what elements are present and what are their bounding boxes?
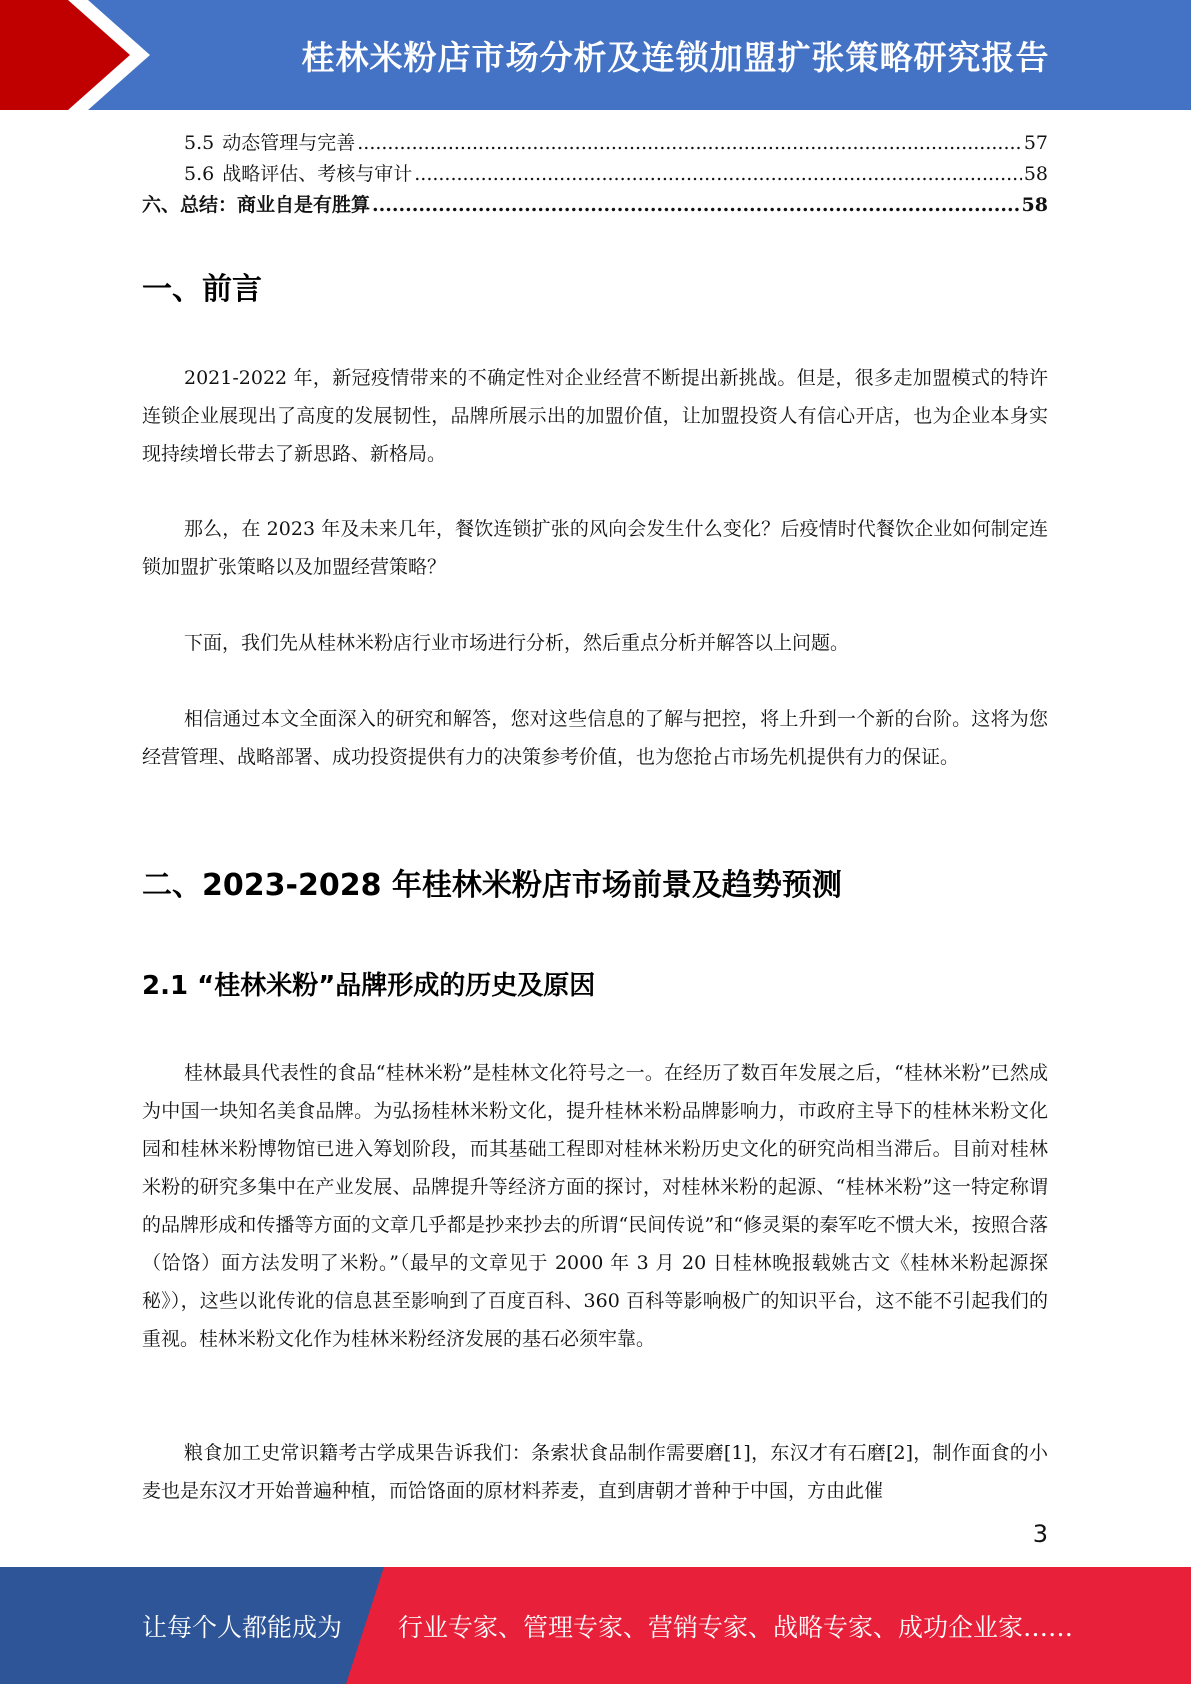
toc-page: 58	[1021, 194, 1048, 216]
paragraph: 粮食加工史常识籍考古学成果告诉我们：条索状食品制作需要磨[1]，东汉才有石磨[2]，制作面食的小麦也是东汉才开始普遍种植，而饸饹面的原材料荞麦，直到唐朝才普种于中国，方由此催	[142, 1442, 1048, 1502]
toc-number: 5.6	[184, 163, 215, 185]
paragraph: 2021-2022 年，新冠疫情带来的不确定性对企业经营不断提出新挑战。但是，很多走加盟模式的特许连锁企业展现出了高度的发展韧性，品牌所展示出的加盟价值，让加盟投资人有信心开店，也为企业本身实现持续增长带去了新思路、新格局。	[142, 367, 1048, 465]
toc-entry[interactable]	[142, 190, 1048, 221]
toc-leader	[414, 163, 1022, 185]
toc-page: 58	[1023, 163, 1048, 185]
footer-slogan-left: 让每个人都能成为	[142, 1612, 343, 1642]
toc-number: 5.5	[184, 132, 215, 154]
paragraph: 那么，在 2023 年及未来几年，餐饮连锁扩张的风向会发生什么变化？后疫情时代餐饮企业如何制定连锁加盟扩张策略以及加盟经营策略？	[142, 518, 1048, 578]
paragraph: 下面，我们先从桂林米粉店行业市场进行分析，然后重点分析并解答以上问题。	[184, 632, 850, 654]
toc-label: 动态管理与完善	[222, 132, 356, 154]
toc-page: 57	[1023, 132, 1048, 154]
section-heading-preface: 一、前言	[142, 272, 262, 307]
document-title: 桂林米粉店市场分析及连锁加盟扩张策略研究报告	[301, 37, 1050, 77]
footer-banner	[0, 1567, 1191, 1684]
toc-label: 六、总结：商业自是有胜算	[142, 194, 371, 216]
toc-leader	[357, 132, 1022, 154]
toc-label: 战略评估、考核与审计	[222, 163, 413, 185]
toc-entry[interactable]	[142, 128, 1048, 159]
footer-slogan-right: 行业专家、管理专家、营销专家、战略专家、成功企业家……	[398, 1612, 1074, 1642]
toc-leader	[372, 194, 1020, 216]
subsection-heading: 2.1 “桂林米粉”品牌形成的历史及原因	[142, 971, 596, 1001]
table-of-contents	[142, 128, 1048, 221]
paragraph: 桂林最具代表性的食品“桂林米粉”是桂林文化符号之一。在经历了数百年发展之后，“桂林米粉”已然成为中国一块知名美食品牌。为弘扬桂林米粉文化，提升桂林米粉品牌影响力，市政府主导下的桂林米粉文化园和桂林米粉博物馆已进入筹划阶段，而其基础工程即对桂林米粉历史文化的研究尚相当滞后。目前对桂林米粉的研究多集中在产业发展、品牌提升等经济方面的探讨，对桂林米粉的起源、“桂林米粉”这一特定称谓的品牌形成和传播等方面的文章几乎都是抄来抄去的所谓“民间传说”和“修灵渠的秦军吃不惯大米，按照合落（饸饹）面方法发明了米粉。”（最早的文章见于 2000 年 3 月 20 日桂林晚报载姚古文《桂林米粉起源探秘》），这些以讹传讹的信息甚至影响到了百度百科、360 百科等影响极广的知识平台，这不能不引起我们的重视。桂林米粉文化作为桂林米粉经济发展的基石必须牢靠。	[142, 1062, 1048, 1350]
paragraph: 相信通过本文全面深入的研究和解答，您对这些信息的了解与把控，将上升到一个新的台阶。这将为您经营管理、战略部署、成功投资提供有力的决策参考价值，也为您抢占市场先机提供有力的保证。	[142, 708, 1048, 768]
section-heading-forecast: 二、2023-2028 年桂林米粉店市场前景及趋势预测	[142, 868, 842, 903]
toc-entry[interactable]	[142, 159, 1048, 190]
header-banner	[0, 0, 1191, 110]
page-number: 3	[1032, 1520, 1048, 1548]
